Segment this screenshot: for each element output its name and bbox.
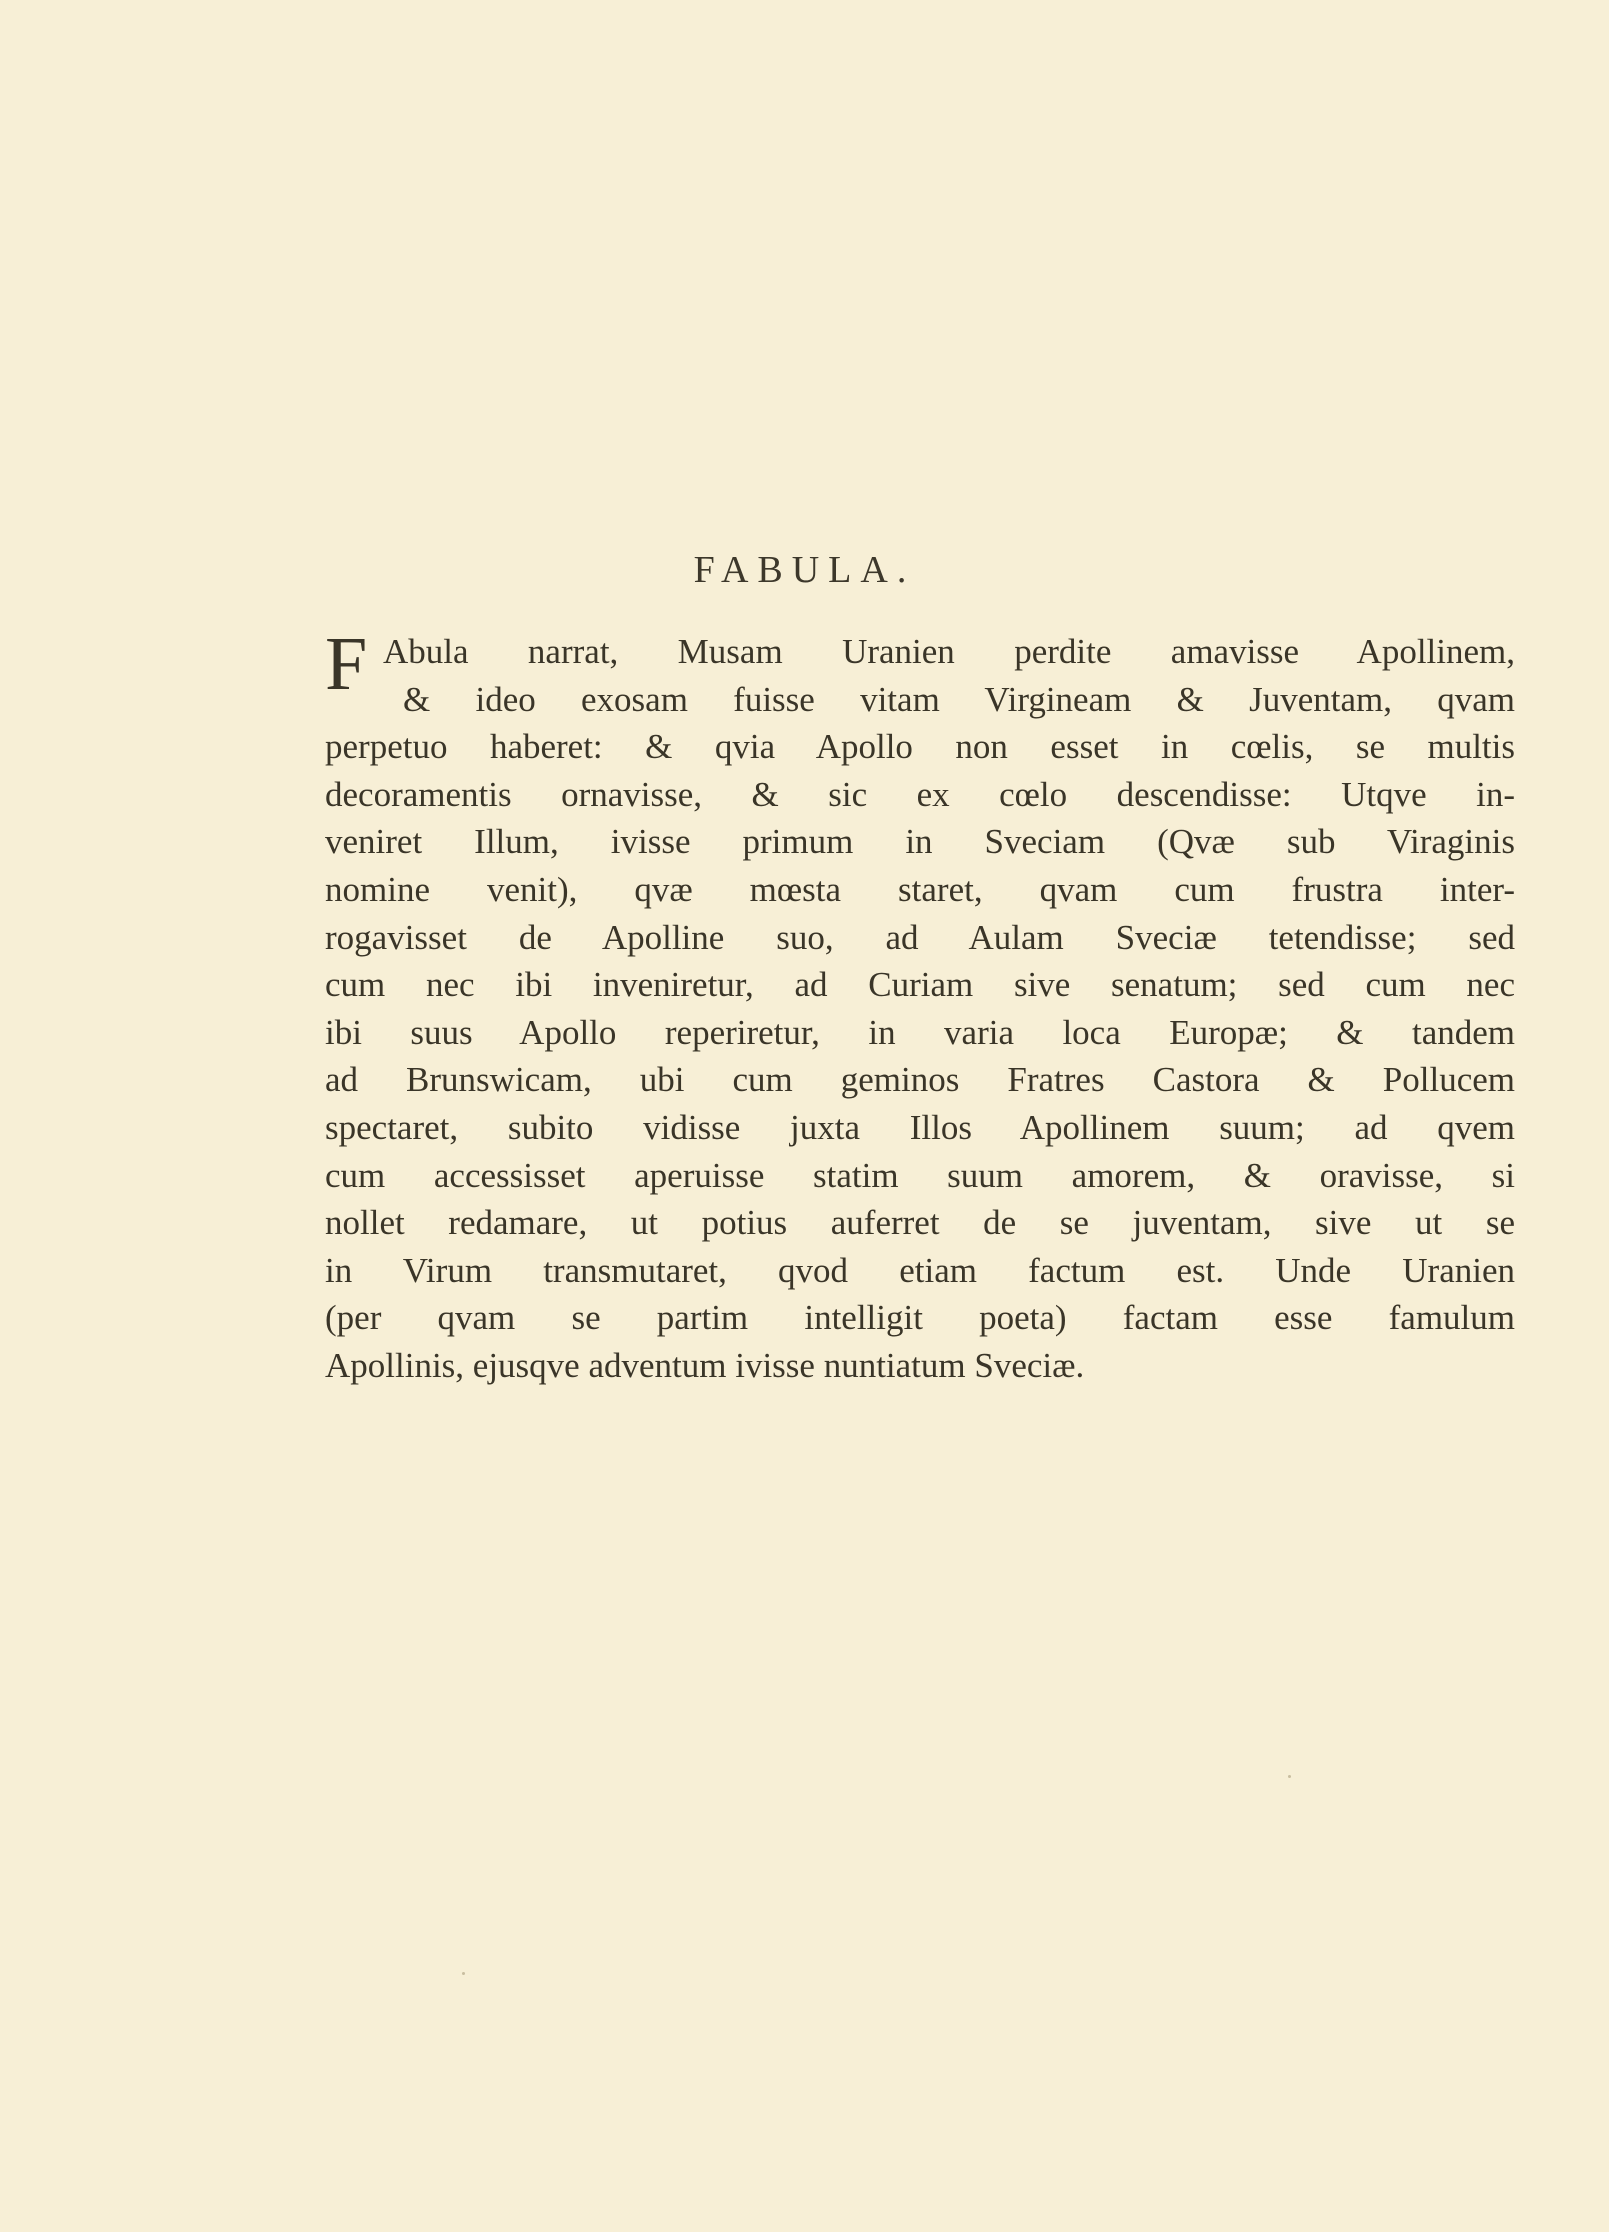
body-text [325,622,1515,1390]
text-line: cum nec ibi inveniretur, ad Curiam sive senatum; sed cum nec [325,965,1515,1005]
drop-cap: F [325,622,368,706]
text-line: (per qvam se partim intelligit poeta) factam esse famulum [325,1298,1515,1338]
text-line: cum accessisset aperuisse statim suum amorem, & oravisse, si [325,1155,1515,1195]
text-line: nollet redamare, ut potius auferret de se juventam, sive ut se [325,1203,1515,1243]
text-line: nomine venit), qvæ mœsta staret, qvam cum frustra inter- [325,869,1515,909]
page-title: FABULA. [693,549,916,591]
paper-speck [1288,1775,1291,1778]
text-line: spectaret, subito vidisse juxta Illos Apollinem suum; ad qvem [325,1107,1515,1147]
text-line: veniret Illum, ivisse primum in Sveciam (Qvæ sub Viraginis [325,822,1515,862]
text-line: Apollinis, ejusqve adventum ivisse nuntiatum Sveciæ. [325,1345,1085,1385]
text-line: ibi suus Apollo reperiretur, in varia loca Europæ; & tandem [325,1012,1515,1052]
text-line: rogavisset de Apolline suo, ad Aulam Sveciæ tetendisse; sed [325,917,1515,957]
text-line: in Virum transmutaret, qvod etiam factum est. Unde Uranien [325,1250,1515,1290]
text-line: & ideo exosam fuisse vitam Virgineam & Juventam, qvam [403,679,1515,719]
text-line: ad Brunswicam, ubi cum geminos Fratres Castora & Pollucem [325,1060,1515,1100]
text-line: Abula narrat, Musam Uranien perdite amavisse Apollinem, [383,632,1515,671]
paper-speck [462,1972,465,1975]
text-line: perpetuo haberet: & qvia Apollo non esset in cœlis, se multis [325,727,1515,767]
text-line: decoramentis ornavisse, & sic ex cœlo descendisse: Utqve in- [325,774,1515,814]
